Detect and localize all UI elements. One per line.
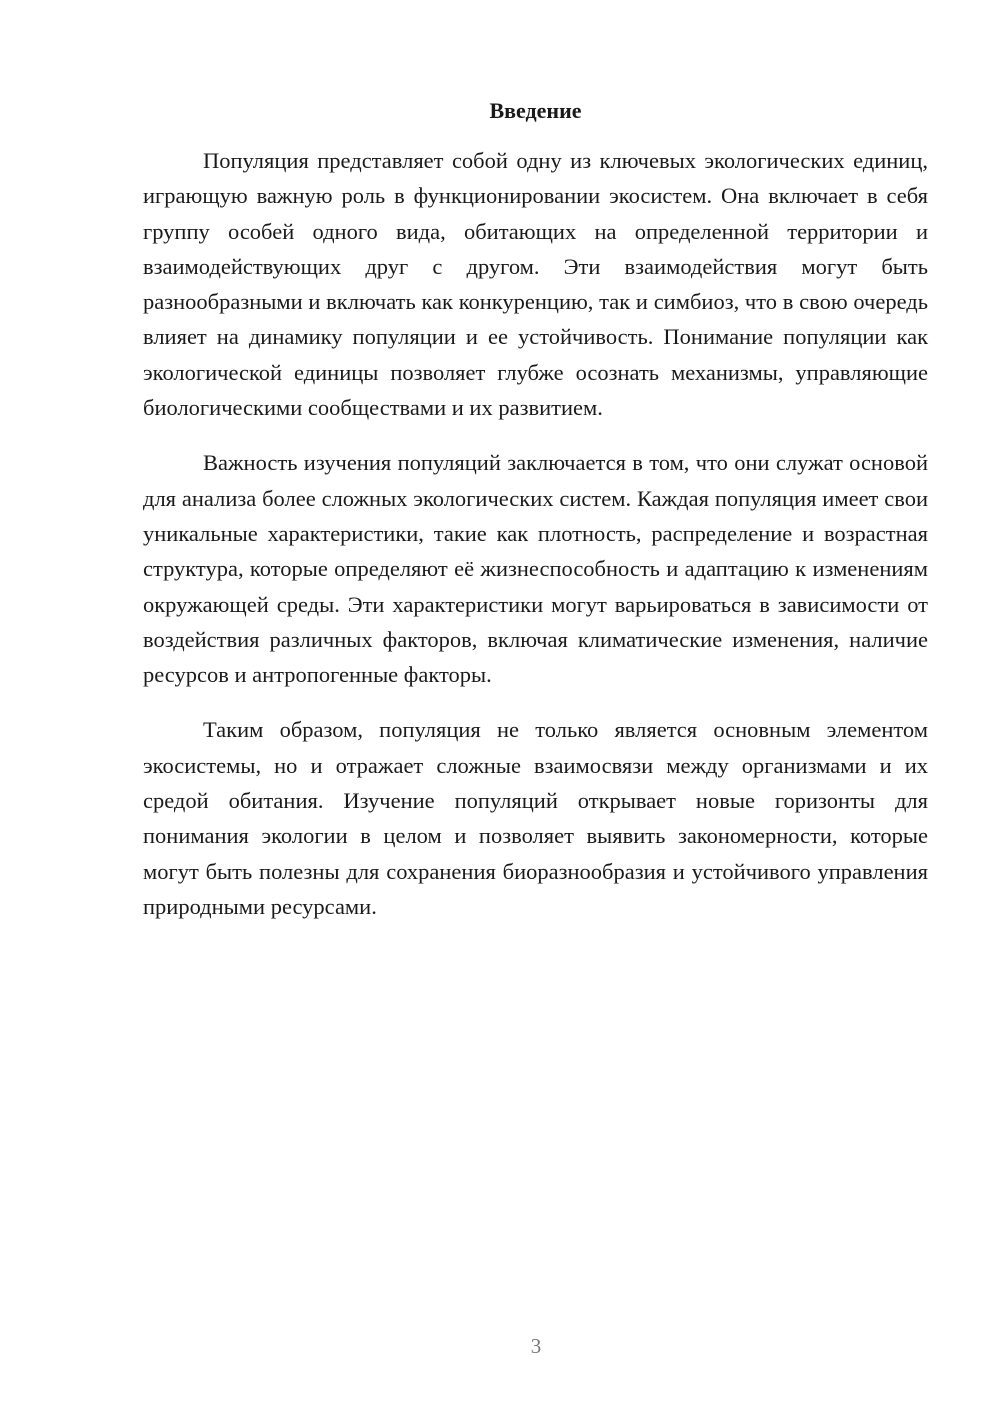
paragraph-3: Таким образом, популяция не только является основным элементом экосистемы, но и отражает сложные взаимосвязи между организмами и их средой обитания. Изучение популяций открывает новые горизонты для понимания экологии в целом и позволяет выявить закономерности, которые могут быть полезны для сохранения биоразнообразия и устойчивого управления природными ресурсами.: [143, 717, 928, 919]
page-number: 3: [530, 1334, 542, 1358]
paragraph-1: Популяция представляет собой одну из ключевых экологических единиц, играющую важную роль в функционировании экосистем. Она включает в себя группу особей одного вида, обитающих на определенной территории и взаимодействующих друг с другом. Эти взаимодействия могут быть разнообразными и включать как конкуренцию, так и симбиоз, что в свою очередь влияет на динамику популяции и ее устойчивость. Понимание популяции как экологической единицы позволяет глубже осознать механизмы, управляющие биологическими сообществами и их развитием.: [143, 148, 928, 421]
section-heading: Введение: [489, 98, 582, 123]
body-text: [143, 143, 928, 944]
paragraph-2: Важность изучения популяций заключается в том, что они служат основой для анализа более сложных экологических систем. Каждая популяция имеет свои уникальные характеристики, такие как плотность, распределение и возрастная структура, которые определяют её жизнеспособность и адаптацию к изменениям окружающей среды. Эти характеристики могут варьироваться в зависимости от воздействия различных факторов, включая климатические изменения, наличие ресурсов и антропогенные факторы.: [143, 450, 928, 688]
